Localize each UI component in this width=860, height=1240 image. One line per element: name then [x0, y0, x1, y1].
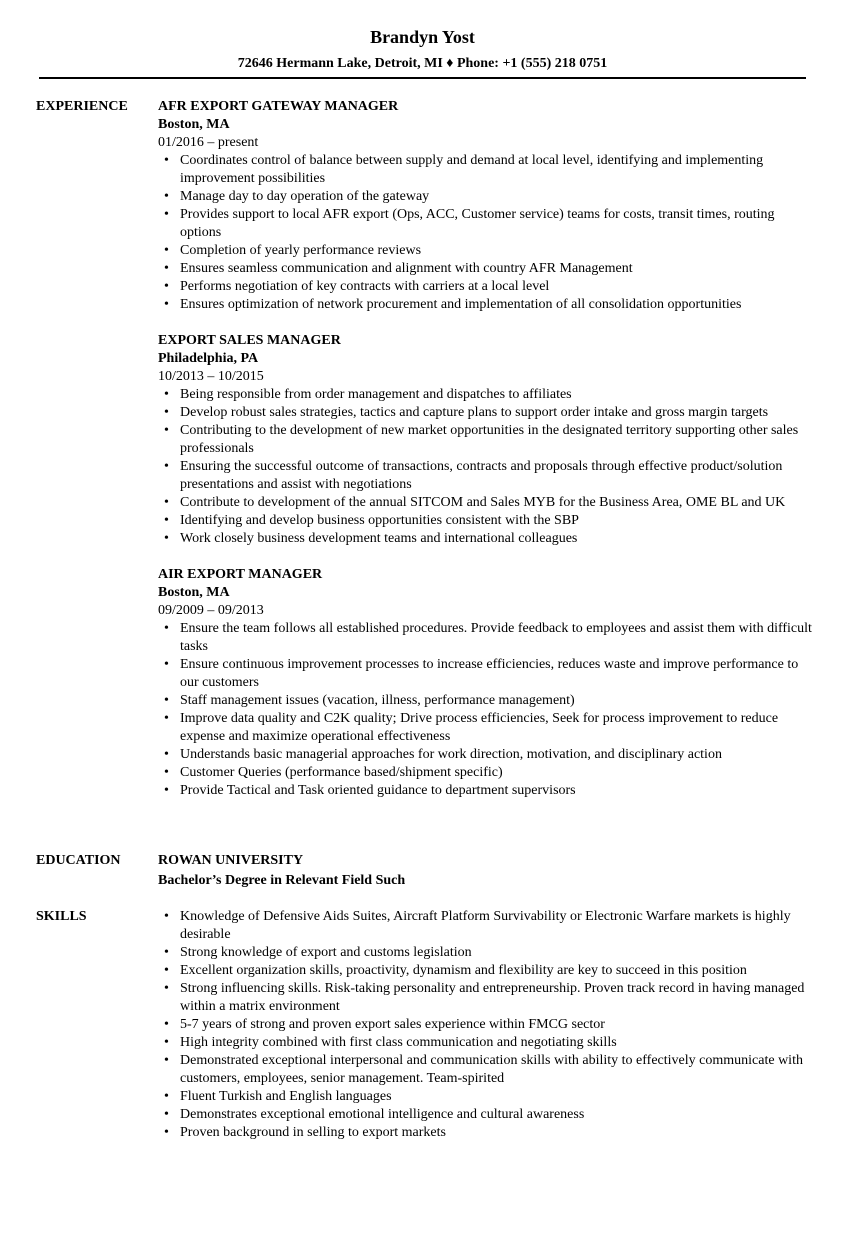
- skills-list: [158, 908, 818, 1142]
- job-title: AFR EXPORT GATEWAY MANAGER: [158, 99, 399, 114]
- bullet-icon: •: [164, 945, 169, 960]
- bullet-icon: •: [164, 711, 169, 726]
- bullet-icon: •: [164, 621, 169, 636]
- list-item: • Ensure continuous improvement processes to increase efficiencies, reduces waste and improve performance to our customers: [164, 657, 799, 690]
- list-item: • Provide Tactical and Task oriented guidance to department supervisors: [164, 783, 576, 798]
- list-item: • Improve data quality and C2K quality; Drive process efficiencies, Seek for process improvement to reduce expense and maximize operational effectiveness: [164, 711, 779, 744]
- job-title: AIR EXPORT MANAGER: [158, 567, 323, 582]
- list-item: • Being responsible from order management and dispatches to affiliates: [164, 387, 572, 402]
- bullet-icon: •: [164, 747, 169, 762]
- list-item: • Ensure the team follows all established procedures. Provide feedback to employees and assist them with difficult tasks: [164, 621, 812, 654]
- list-item: • Demonstrates exceptional emotional intelligence and cultural awareness: [164, 1107, 585, 1122]
- list-item: • Identifying and develop business opportunities consistent with the SBP: [164, 513, 579, 528]
- bullet-icon: •: [164, 909, 169, 924]
- list-item: • Develop robust sales strategies, tactics and capture plans to support order intake and gross margin targets: [164, 405, 769, 420]
- bullet-icon: •: [164, 153, 169, 168]
- candidate-name: Brandyn Yost: [370, 27, 475, 47]
- header-divider: [39, 77, 806, 79]
- job-entry: [158, 332, 818, 548]
- bullet-icon: •: [164, 261, 169, 276]
- bullet-icon: •: [164, 1125, 169, 1140]
- list-item: • Completion of yearly performance reviews: [164, 243, 422, 258]
- job-location: Boston, MA: [158, 585, 230, 600]
- job-location: Philadelphia, PA: [158, 351, 259, 366]
- bullet-icon: •: [164, 963, 169, 978]
- list-item: • 5-7 years of strong and proven export sales experience within FMCG sector: [164, 1017, 605, 1032]
- list-item: • Contribute to development of the annual SITCOM and Sales MYB for the Business Area, OME BL and UK: [164, 495, 786, 510]
- list-item: • Understands basic managerial approaches for work direction, motivation, and disciplinary action: [164, 747, 722, 762]
- job-dates: 01/2016 – present: [158, 135, 259, 150]
- bullet-icon: •: [164, 297, 169, 312]
- list-item: • Knowledge of Defensive Aids Suites, Aircraft Platform Survivability or Electronic Warfare markets is highly desirable: [164, 909, 791, 942]
- list-item: • Contributing to the development of new market opportunities in the designated territory supporting other sales professionals: [164, 423, 799, 456]
- bullet-icon: •: [164, 459, 169, 474]
- bullet-icon: •: [164, 279, 169, 294]
- list-item: • Coordinates control of balance between supply and demand at local level, identifying and implementing improvement possibilities: [164, 153, 764, 186]
- bullet-icon: •: [164, 513, 169, 528]
- list-item: • Ensuring the successful outcome of transactions, contracts and proposals through effective product/solution presentations and assist with negotiations: [164, 459, 783, 492]
- job-duties: [158, 152, 818, 314]
- list-item: • Proven background in selling to export markets: [164, 1125, 446, 1140]
- job-location: Boston, MA: [158, 117, 230, 132]
- bullet-icon: •: [164, 1017, 169, 1032]
- bullet-icon: •: [164, 657, 169, 672]
- list-item: • Strong influencing skills. Risk-taking personality and entrepreneurship. Proven track record in having managed within a matrix environment: [164, 981, 805, 1014]
- bullet-icon: •: [164, 423, 169, 438]
- bullet-icon: •: [164, 243, 169, 258]
- list-item: • Strong knowledge of export and customs legislation: [164, 945, 472, 960]
- list-item: • High integrity combined with first class communication and negotiating skills: [164, 1035, 617, 1050]
- degree: Bachelor’s Degree in Relevant Field Such: [158, 873, 406, 888]
- section-label-experience: EXPERIENCE: [36, 99, 128, 114]
- bullet-icon: •: [164, 189, 169, 204]
- list-item: • Fluent Turkish and English languages: [164, 1089, 392, 1104]
- skills-bullets: [158, 908, 818, 1142]
- bullet-icon: •: [164, 693, 169, 708]
- job-entry: [158, 98, 818, 314]
- job-entry: [158, 566, 818, 800]
- bullet-icon: •: [164, 765, 169, 780]
- bullet-icon: •: [164, 1089, 169, 1104]
- resume-header: [0, 25, 845, 73]
- school-name: ROWAN UNIVERSITY: [158, 853, 304, 868]
- job-dates: 10/2013 – 10/2015: [158, 369, 264, 384]
- list-item: • Staff management issues (vacation, illness, performance management): [164, 693, 575, 708]
- bullet-icon: •: [164, 207, 169, 222]
- bullet-icon: •: [164, 531, 169, 546]
- list-item: • Manage day to day operation of the gateway: [164, 189, 430, 204]
- section-label-education: EDUCATION: [36, 853, 121, 868]
- job-duties: [158, 386, 818, 548]
- list-item: • Customer Queries (performance based/shipment specific): [164, 765, 503, 780]
- bullet-icon: •: [164, 1107, 169, 1122]
- list-item: • Demonstrated exceptional interpersonal and communication skills with ability to effectively communicate with customers, employees, senior management. Team-spirited: [164, 1053, 803, 1086]
- job-dates: 09/2009 – 09/2013: [158, 603, 264, 618]
- bullet-icon: •: [164, 783, 169, 798]
- section-label-skills: SKILLS: [36, 909, 87, 924]
- list-item: • Provides support to local AFR export (Ops, ACC, Customer service) teams for costs, transit times, routing options: [164, 207, 775, 240]
- list-item: • Performs negotiation of key contracts with carriers at a local level: [164, 279, 550, 294]
- job-title: EXPORT SALES MANAGER: [158, 333, 341, 348]
- list-item: • Ensures seamless communication and alignment with country AFR Management: [164, 261, 633, 276]
- list-item: • Work closely business development teams and international colleagues: [164, 531, 578, 546]
- bullet-icon: •: [164, 981, 169, 996]
- list-item: • Excellent organization skills, proactivity, dynamism and flexibility are key to succeed in this position: [164, 963, 747, 978]
- list-item: • Ensures optimization of network procurement and implementation of all consolidation opportunities: [164, 297, 742, 312]
- bullet-icon: •: [164, 1053, 169, 1068]
- bullet-icon: •: [164, 1035, 169, 1050]
- contact-line: 72646 Hermann Lake, Detroit, MI ♦ Phone: +1 (555) 218 0751: [237, 56, 608, 71]
- bullet-icon: •: [164, 387, 169, 402]
- bullet-icon: •: [164, 495, 169, 510]
- bullet-icon: •: [164, 405, 169, 420]
- job-duties: [158, 620, 818, 800]
- education-entry: [158, 852, 818, 890]
- experience-list: [158, 98, 818, 818]
